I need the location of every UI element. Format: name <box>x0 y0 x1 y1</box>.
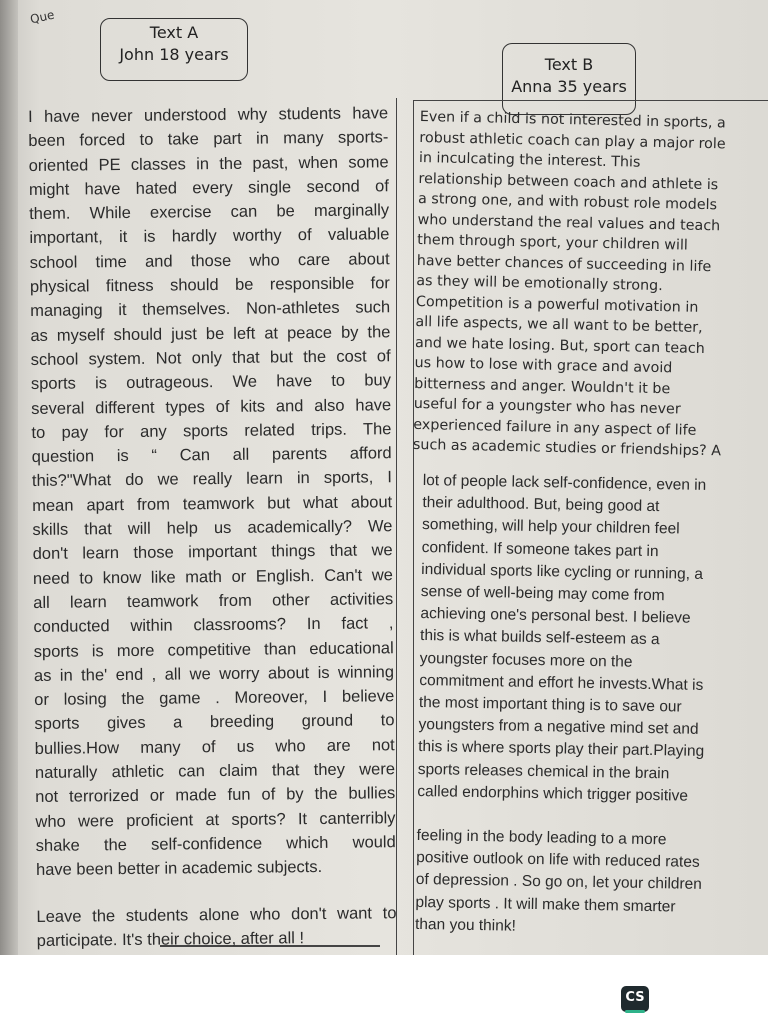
text-line: have better chances of succeeding in life <box>416 252 712 275</box>
text-line: naturally athletic can claim that they were <box>34 760 396 782</box>
text-a-body <box>28 101 397 953</box>
text-line: several different types of kits and also have <box>31 395 392 418</box>
text-line: not terrorized or made fun of by the bullies <box>35 784 396 807</box>
text-line: relationship between coach and athlete is <box>418 170 719 193</box>
text-line: as in the' end , all we worry about is winning <box>33 663 395 685</box>
text-line: might have hated every single second of <box>28 177 389 199</box>
text-line: robust athletic coach can play a major role <box>419 129 726 152</box>
text-line: them. While exercise can be marginally <box>29 201 390 224</box>
text-line: question is “ Can all parents afford <box>31 444 392 467</box>
text-line: this is where sports play their part.Playing <box>418 738 705 761</box>
text-line: lot of people lack self-confidence, even in <box>422 471 707 494</box>
text-a-title: Text A <box>149 23 199 42</box>
text-line: commitment and effort he invests.What is <box>419 671 704 694</box>
text-line: sense of well-being may come from <box>420 582 665 605</box>
text-line: been forced to take part in many sports- <box>28 128 389 151</box>
text-line: as they will be emotionally strong. <box>416 272 663 295</box>
text-line: or losing the game . Moreover, I believe <box>34 687 395 710</box>
text-line: all learn teamwork from other activities <box>33 590 394 612</box>
text-line: a strong one, and with robust role models <box>417 190 718 214</box>
text-line: conducted within classrooms? In fact , <box>33 614 394 637</box>
text-b-body-part-2 <box>415 470 768 942</box>
text-line: mean apart from teamwork but what about <box>32 492 393 515</box>
text-line: called endorphins which trigger positive <box>417 782 689 805</box>
text-b-author: Anna 35 years <box>511 77 627 96</box>
text-line: sports is more competitive than educational <box>33 638 394 661</box>
text-line: achieving one's personal best. I believe <box>420 605 691 627</box>
camscanner-logo-icon: CS <box>621 986 649 1012</box>
text-line: sports releases chemical in the brain <box>417 760 670 782</box>
text-line: youngsters from a negative mind set and <box>418 716 699 739</box>
text-line: this?"What do we really learn in sports, I <box>31 468 393 491</box>
text-line: positive outlook on life with reduced rates <box>416 849 700 872</box>
text-line: as myself should just be left at peace by the <box>30 322 391 345</box>
text-line: who were proficient at sports? It canterribly <box>35 808 396 831</box>
text-line: participate. It's their choice, after all ! <box>36 928 305 950</box>
text-line: them through sport, your children will <box>417 231 689 254</box>
text-line: the most important thing is to save our <box>418 693 682 716</box>
text-line: than you think! <box>414 915 517 935</box>
text-a-author: John 18 years <box>119 45 229 64</box>
text-line: feeling in the body leading to a more <box>416 826 667 849</box>
text-line: bitterness and anger. Wouldn't it be <box>414 375 671 397</box>
text-line: experienced failure in any aspect of life <box>413 416 697 439</box>
text-line: school time and those who care about <box>29 250 390 272</box>
text-line: of depression . So go on, let your children <box>415 871 703 894</box>
text-line: bullies.How many of us who are not <box>34 735 395 758</box>
text-line: physical fitness should be responsible for <box>29 274 390 297</box>
text-line: need to know like math or English. Can't we <box>32 565 394 588</box>
text-line: Even if a child is not interested in sports, a <box>419 108 726 132</box>
text-line: useful for a youngster who has never <box>413 395 681 418</box>
text-line: Competition is a powerful motivation in <box>415 293 699 316</box>
logo-accent-bar <box>625 1010 645 1013</box>
text-line: us how to lose with grace and avoid <box>414 354 673 377</box>
text-line: and we hate losing. But, sport can teach <box>414 334 705 357</box>
text-line: I have never understood why students have <box>28 104 389 126</box>
corner-question-tag: Que <box>28 7 56 27</box>
text-line: such as academic studies or friendships? A <box>412 436 722 460</box>
text-line: individual sports like cycling or running, a <box>421 560 704 583</box>
text-a-title-box <box>100 18 248 81</box>
text-b-title: Text B <box>544 55 594 74</box>
text-line: sports gives a breeding ground to <box>34 711 395 734</box>
text-line: in inculcating the interest. This <box>418 149 641 171</box>
text-line: sports is outrageous. We have to buy <box>30 371 391 394</box>
text-line: all life aspects, we all want to be better, <box>415 313 703 336</box>
text-line: oriented PE classes in the past, when some <box>28 152 389 175</box>
text-line: don't learn those important things that we <box>32 541 393 564</box>
text-line: who understand the real values and teach <box>417 211 721 234</box>
text-b-body-part-1 <box>413 107 756 462</box>
text-line: important, it is hardly worthy of valuable <box>29 225 390 248</box>
text-line: confident. If someone takes part in <box>421 538 659 560</box>
text-line: this is what builds self-esteem as a <box>419 627 660 649</box>
text-line: something, will help your children feel <box>421 516 680 538</box>
text-line: shake the self-confidence which would <box>35 833 396 855</box>
text-line: Leave the students alone who don't want to <box>36 903 397 926</box>
text-line: play sports . It will make them smarter <box>415 893 676 916</box>
text-line: youngster focuses more on the <box>419 649 633 671</box>
text-line: their adulthood. But, being good at <box>422 494 660 516</box>
text-line: managing it themselves. Non-athletes such <box>30 298 391 321</box>
text-line: to pay for any sports related trips. The <box>31 420 392 442</box>
text-line: skills that will help us academically? We <box>32 517 393 540</box>
text-line: have been better in academic subjects. <box>35 858 323 880</box>
text-line: school system. Not only that but the cost of <box>30 347 391 369</box>
